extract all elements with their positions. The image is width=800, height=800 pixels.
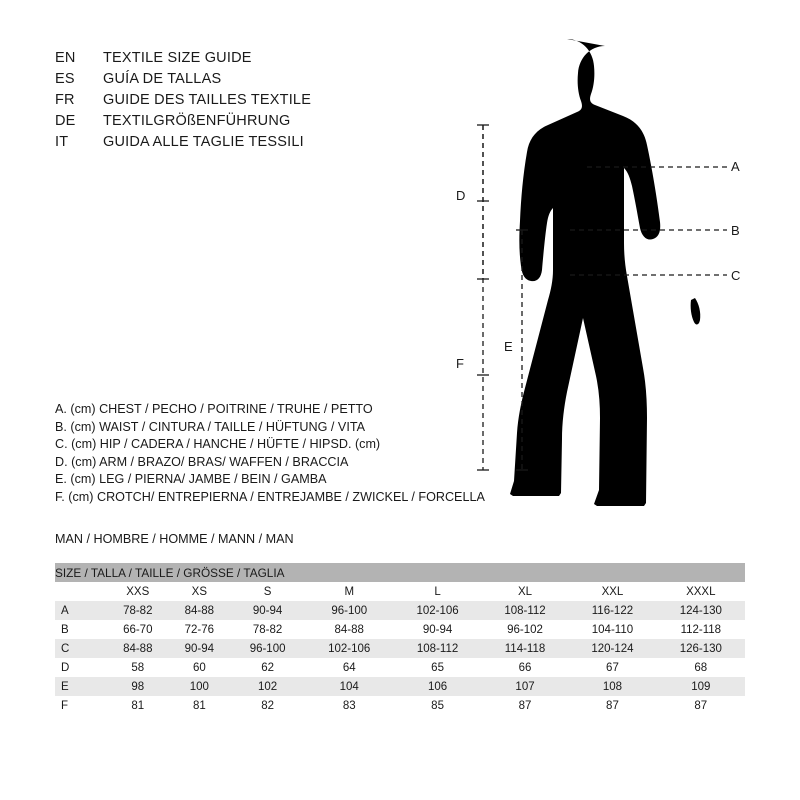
header-m: M — [305, 582, 393, 601]
title-row — [55, 134, 475, 155]
header-l: L — [393, 582, 481, 601]
cell-d-xxs: 58 — [107, 658, 169, 677]
title-text-it: GUIDA ALLE TAGLIE TESSILI — [103, 134, 304, 150]
cell-f-l: 85 — [393, 696, 481, 715]
cell-d-m: 64 — [305, 658, 393, 677]
title-row — [55, 92, 475, 113]
cell-f-xxxl: 87 — [657, 696, 745, 715]
cell-c-s: 96-100 — [230, 639, 305, 658]
cell-e-xxl: 108 — [568, 677, 656, 696]
man-silhouette-shape — [510, 39, 700, 506]
gender-label: MAN / HOMBRE / HOMME / MANN / MAN — [55, 532, 294, 546]
label-c: C — [731, 268, 741, 283]
row-label-f: F — [55, 696, 107, 715]
cell-b-xs: 72-76 — [169, 620, 231, 639]
row-label-c: C — [55, 639, 107, 658]
title-text-de: TEXTILGRÖßENFÜHRUNG — [103, 113, 291, 129]
table-row — [55, 677, 745, 696]
legend-line-a: A. (cm) CHEST / PECHO / POITRINE / TRUHE / PETTO — [55, 402, 373, 416]
cell-e-xl: 107 — [482, 677, 569, 696]
table-row — [55, 696, 745, 715]
cell-e-xxxl: 109 — [657, 677, 745, 696]
table-row — [55, 620, 745, 639]
cell-f-s: 82 — [230, 696, 305, 715]
title-lang-de: DE — [55, 113, 76, 129]
cell-e-xxs: 98 — [107, 677, 169, 696]
legend-line-e: E. (cm) LEG / PIERNA/ JAMBE / BEIN / GAMBA — [55, 472, 327, 487]
cell-f-xl: 87 — [482, 696, 569, 715]
cell-b-xxs: 66-70 — [107, 620, 169, 639]
cell-d-xxxl: 68 — [657, 658, 745, 677]
header-xl: XL — [482, 582, 569, 601]
cell-a-m: 96-100 — [305, 601, 393, 620]
cell-b-xxxl: 112-118 — [657, 620, 745, 639]
title-lang-es: ES — [55, 71, 75, 87]
cell-a-xxs: 78-82 — [107, 601, 169, 620]
header-blank — [55, 582, 107, 601]
cell-a-xxl: 116-122 — [568, 601, 656, 620]
title-row — [55, 50, 475, 71]
size-guide-title-block — [55, 50, 475, 155]
cell-a-xl: 108-112 — [482, 601, 569, 620]
cell-c-xl: 114-118 — [482, 639, 569, 658]
header-xxxl: XXXL — [657, 582, 745, 601]
cell-c-xxl: 120-124 — [568, 639, 656, 658]
cell-d-l: 65 — [393, 658, 481, 677]
row-label-a: A — [55, 601, 107, 620]
cell-a-xs: 84-88 — [169, 601, 231, 620]
cell-a-l: 102-106 — [393, 601, 481, 620]
cell-f-xxs: 81 — [107, 696, 169, 715]
title-text-en: TEXTILE SIZE GUIDE — [103, 50, 252, 66]
cell-c-l: 108-112 — [393, 639, 481, 658]
cell-e-m: 104 — [305, 677, 393, 696]
table-caption: SIZE / TALLA / TAILLE / GRÖSSE / TAGLIA — [55, 563, 745, 582]
cell-b-m: 84-88 — [305, 620, 393, 639]
cell-c-m: 102-106 — [305, 639, 393, 658]
cell-e-s: 102 — [230, 677, 305, 696]
cell-c-xxxl: 126-130 — [657, 639, 745, 658]
cell-e-l: 106 — [393, 677, 481, 696]
cell-b-xxl: 104-110 — [568, 620, 656, 639]
cell-b-xl: 96-102 — [482, 620, 569, 639]
title-lang-en: EN — [55, 50, 76, 66]
label-b: B — [731, 223, 740, 238]
cell-e-xs: 100 — [169, 677, 231, 696]
measurement-legend — [55, 401, 525, 507]
table-caption-row — [55, 563, 745, 582]
size-table — [55, 563, 745, 715]
title-text-fr: GUIDE DES TAILLES TEXTILE — [103, 92, 312, 108]
cell-f-xs: 81 — [169, 696, 231, 715]
cell-d-xs: 60 — [169, 658, 231, 677]
cell-a-s: 90-94 — [230, 601, 305, 620]
header-xxl: XXL — [568, 582, 656, 601]
cell-d-xl: 66 — [482, 658, 569, 677]
legend-line-c: C. (cm) HIP / CADERA / HANCHE / HÜFTE / HIPSD. (cm) — [55, 437, 381, 452]
title-text-es: GUÍA DE TALLAS — [103, 71, 222, 87]
label-f: F — [456, 356, 464, 371]
cell-d-s: 62 — [230, 658, 305, 677]
label-d: D — [456, 188, 466, 203]
header-xs: XS — [169, 582, 231, 601]
row-label-e: E — [55, 677, 107, 696]
header-s: S — [230, 582, 305, 601]
table-header-row — [55, 582, 745, 601]
cell-c-xxs: 84-88 — [107, 639, 169, 658]
table-row — [55, 639, 745, 658]
title-row — [55, 71, 475, 92]
legend-line-f: F. (cm) CROTCH/ ENTREPIERNA / ENTREJAMBE / ZWICKEL / FORCELLA — [55, 489, 485, 504]
cell-f-xxl: 87 — [568, 696, 656, 715]
legend-line-b: B. (cm) WAIST / CINTURA / TAILLE / HÜFTUNG / VITA — [55, 419, 365, 434]
cell-c-xs: 90-94 — [169, 639, 231, 658]
row-label-b: B — [55, 620, 107, 639]
table-row — [55, 658, 745, 677]
cell-b-l: 90-94 — [393, 620, 481, 639]
label-e: E — [504, 339, 513, 354]
row-label-d: D — [55, 658, 107, 677]
title-lang-it: IT — [55, 134, 69, 150]
title-lang-fr: FR — [55, 92, 75, 108]
cell-f-m: 83 — [305, 696, 393, 715]
legend-line-d: D. (cm) ARM / BRAZO/ BRAS/ WAFFEN / BRACCIA — [55, 454, 349, 469]
header-xxs: XXS — [107, 582, 169, 601]
label-a: A — [731, 159, 740, 174]
cell-b-s: 78-82 — [230, 620, 305, 639]
table-row — [55, 601, 745, 620]
title-row — [55, 113, 475, 134]
cell-a-xxxl: 124-130 — [657, 601, 745, 620]
cell-d-xxl: 67 — [568, 658, 656, 677]
